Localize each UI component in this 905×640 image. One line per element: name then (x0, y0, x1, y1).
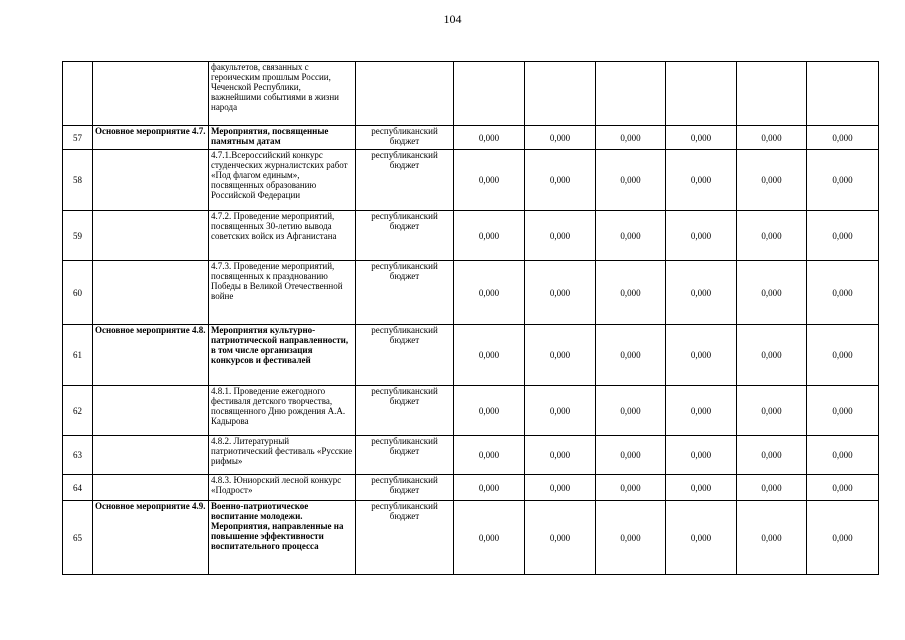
amount-cell: 0,000 (596, 325, 666, 386)
amount-cell (525, 62, 596, 126)
row-number-cell: 58 (63, 150, 93, 211)
event-description-cell: 4.8.1. Проведение ежегодного фестиваля детского творчества, посвященного Дню рождения А.А. Кадырова (209, 386, 356, 436)
amount-cell: 0,000 (454, 211, 525, 261)
amount-cell: 0,000 (666, 211, 737, 261)
amount-cell: 0,000 (596, 475, 666, 501)
funding-source-cell (356, 62, 454, 126)
amount-cell: 0,000 (454, 386, 525, 436)
row-number-cell: 61 (63, 325, 93, 386)
amount-cell: 0,000 (596, 126, 666, 150)
amount-cell: 0,000 (807, 211, 879, 261)
funding-source-cell: республиканский бюджет (356, 325, 454, 386)
event-description-cell: Мероприятия культурно-патриотической направленности, в том числе организация конкурсов и фестивалей (209, 325, 356, 386)
amount-cell: 0,000 (596, 501, 666, 575)
table-row (63, 211, 879, 261)
event-description-cell: 4.7.2. Проведение мероприятий, посвященных 30-летию вывода советских войск из Афганистана (209, 211, 356, 261)
funding-source-cell: республиканский бюджет (356, 126, 454, 150)
event-name-cell (93, 386, 209, 436)
amount-cell: 0,000 (525, 386, 596, 436)
amount-cell: 0,000 (596, 386, 666, 436)
funding-source-cell: республиканский бюджет (356, 436, 454, 475)
amount-cell: 0,000 (454, 501, 525, 575)
amount-cell: 0,000 (807, 475, 879, 501)
table-row (63, 386, 879, 436)
amount-cell: 0,000 (737, 211, 807, 261)
amount-cell: 0,000 (666, 325, 737, 386)
event-name-cell (93, 436, 209, 475)
row-number-cell (63, 62, 93, 126)
amount-cell: 0,000 (525, 126, 596, 150)
event-name-cell: Основное мероприятие 4.8. (93, 325, 209, 386)
amount-cell: 0,000 (807, 501, 879, 575)
amount-cell: 0,000 (454, 126, 525, 150)
event-description-cell: 4.7.3. Проведение мероприятий, посвященных к празднованию Победы в Великой Отечественной войне (209, 261, 356, 325)
amount-cell: 0,000 (454, 261, 525, 325)
amount-cell (666, 62, 737, 126)
amount-cell: 0,000 (525, 150, 596, 211)
amount-cell: 0,000 (737, 325, 807, 386)
funding-source-cell: республиканский бюджет (356, 211, 454, 261)
row-number-cell: 60 (63, 261, 93, 325)
amount-cell: 0,000 (525, 436, 596, 475)
row-number-cell: 64 (63, 475, 93, 501)
amount-cell: 0,000 (666, 126, 737, 150)
amount-cell: 0,000 (596, 211, 666, 261)
page-number: 104 (443, 12, 462, 26)
amount-cell: 0,000 (666, 475, 737, 501)
table-row (63, 126, 879, 150)
event-name-cell (93, 261, 209, 325)
table-row (63, 62, 879, 126)
table-row (63, 261, 879, 325)
row-number-cell: 65 (63, 501, 93, 575)
table-row (63, 325, 879, 386)
funding-source-cell: республиканский бюджет (356, 475, 454, 501)
table-row (63, 150, 879, 211)
amount-cell: 0,000 (737, 436, 807, 475)
row-number-cell: 57 (63, 126, 93, 150)
amount-cell (807, 62, 879, 126)
amount-cell: 0,000 (596, 261, 666, 325)
amount-cell: 0,000 (666, 501, 737, 575)
amount-cell: 0,000 (737, 261, 807, 325)
amount-cell (596, 62, 666, 126)
amount-cell: 0,000 (666, 386, 737, 436)
event-description-cell: Военно-патриотическое воспитание молодежи. Мероприятия, направленные на повышение эффективности воспитательного процесса (209, 501, 356, 575)
amount-cell (737, 62, 807, 126)
amount-cell: 0,000 (807, 386, 879, 436)
amount-cell: 0,000 (525, 261, 596, 325)
amount-cell: 0,000 (666, 261, 737, 325)
row-number-cell: 63 (63, 436, 93, 475)
event-description-cell: факультетов, связанных с героическим прошлым России, Чеченской Республики, важнейшими событиями в жизни народа (209, 62, 356, 126)
amount-cell: 0,000 (807, 150, 879, 211)
amount-cell: 0,000 (525, 475, 596, 501)
table-row (63, 436, 879, 475)
funding-source-cell: республиканский бюджет (356, 501, 454, 575)
table-row (63, 501, 879, 575)
amount-cell: 0,000 (454, 325, 525, 386)
budget-table (62, 61, 879, 575)
row-number-cell: 59 (63, 211, 93, 261)
amount-cell: 0,000 (737, 386, 807, 436)
amount-cell (454, 62, 525, 126)
amount-cell: 0,000 (737, 501, 807, 575)
amount-cell: 0,000 (666, 150, 737, 211)
event-name-cell: Основное мероприятие 4.7. (93, 126, 209, 150)
event-name-cell (93, 475, 209, 501)
event-name-cell (93, 62, 209, 126)
event-name-cell: Основное мероприятие 4.9. (93, 501, 209, 575)
amount-cell: 0,000 (525, 211, 596, 261)
table-row (63, 475, 879, 501)
event-description-cell: 4.8.3. Юниорский лесной конкурс «Подрост» (209, 475, 356, 501)
amount-cell: 0,000 (454, 436, 525, 475)
amount-cell: 0,000 (666, 436, 737, 475)
amount-cell: 0,000 (525, 501, 596, 575)
event-description-cell: 4.8.2. Литературный патриотический фестиваль «Русские рифмы» (209, 436, 356, 475)
event-name-cell (93, 150, 209, 211)
funding-source-cell: республиканский бюджет (356, 261, 454, 325)
event-description-cell: Мероприятия, посвященные памятным датам (209, 126, 356, 150)
amount-cell: 0,000 (737, 126, 807, 150)
amount-cell: 0,000 (807, 436, 879, 475)
amount-cell: 0,000 (807, 261, 879, 325)
amount-cell: 0,000 (525, 325, 596, 386)
amount-cell: 0,000 (596, 150, 666, 211)
funding-source-cell: республиканский бюджет (356, 150, 454, 211)
amount-cell: 0,000 (737, 150, 807, 211)
amount-cell: 0,000 (454, 475, 525, 501)
row-number-cell: 62 (63, 386, 93, 436)
amount-cell: 0,000 (807, 126, 879, 150)
event-name-cell (93, 211, 209, 261)
amount-cell: 0,000 (807, 325, 879, 386)
funding-source-cell: республиканский бюджет (356, 386, 454, 436)
amount-cell: 0,000 (737, 475, 807, 501)
amount-cell: 0,000 (596, 436, 666, 475)
event-description-cell: 4.7.1.Всероссийский конкурс студенческих журналистских работ «Под флагом единым», посвященных образованию Российской Федерации (209, 150, 356, 211)
amount-cell: 0,000 (454, 150, 525, 211)
